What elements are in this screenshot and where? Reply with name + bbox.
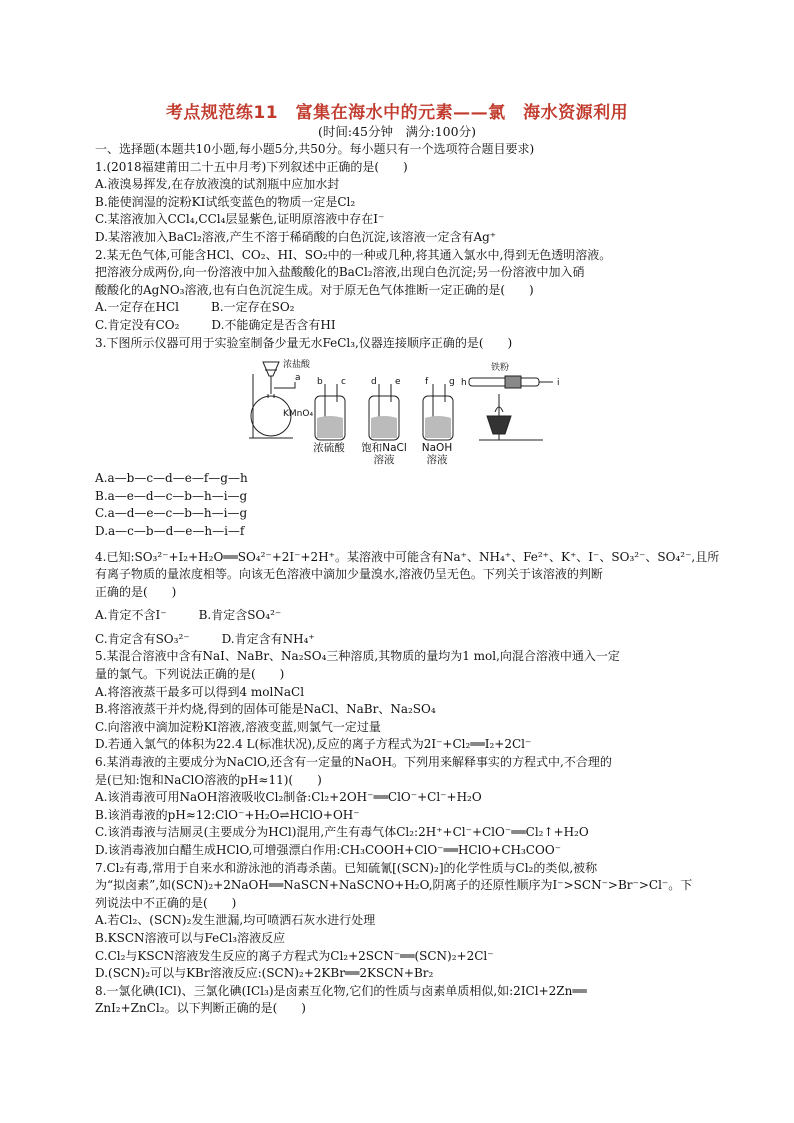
question-3-option-c: C.a—d—e—c—b—h—i—g: [95, 506, 248, 521]
question-2-option-a: A.一定存在HCl: [95, 300, 179, 315]
separatory-funnel: [263, 362, 279, 376]
letter-c: c: [341, 377, 346, 388]
question-4-option-c: C.肯定含有SO₃²⁻: [95, 631, 190, 646]
question-8-stem-line-2: ZnI₂+ZnCl₂。以下判断正确的是( ): [95, 1001, 306, 1016]
question-7-option-b: B.KSCN溶液可以与FeCl₃溶液反应: [95, 930, 286, 945]
question-4-stem-line-3: 正确的是( ): [95, 584, 177, 599]
question-6-option-d: D.该消毒液加白醋生成HClO,可增强漂白作用:CH₃COOH+ClO⁻══HClO+CH₃COO⁻: [95, 843, 561, 857]
bottle-1-label: 浓硫酸: [313, 442, 345, 455]
reaction-tube: [469, 376, 553, 440]
question-4-option-a: A.肯定不含I⁻: [95, 608, 167, 623]
question-5-stem-line-1: 5.某混合溶液中含有NaI、NaBr、Na₂SO₄三种溶质,其物质的量均为1 mol,向混合溶液中通入一定: [95, 649, 620, 664]
letter-e: e: [395, 377, 401, 388]
question-2-stem-line-2: 把溶液分成两份,向一份溶液中加入盐酸酸化的BaCl₂溶液,出现白色沉淀;另一份溶液中加入硝: [95, 265, 585, 280]
section-heading: 一、选择题(本题共10小题,每小题5分,共50分。每小题只有一个选项符合题目要求): [95, 142, 535, 156]
question-4-options-cd: [95, 631, 705, 649]
question-6-stem-line-1: 6.某消毒液的主要成分为NaClO,还含有一定量的NaOH。下列用来解释事实的方程式中,不合理的: [95, 755, 612, 770]
apparatus-figure: [95, 354, 705, 466]
question-5-option-d: D.若通入氯气的体积为22.4 L(标准状况),反应的离子方程式为2I⁻+Cl₂══I₂+2Cl⁻: [95, 737, 532, 752]
question-2-option-b: B.一定存在SO₂: [210, 300, 295, 315]
question-3-option-d: D.a—c—b—d—e—h—i—f: [95, 523, 245, 538]
wash-bottle-2: [369, 384, 399, 440]
question-list: [95, 141, 720, 1018]
question-2-options-cd: [95, 317, 705, 335]
bottle-2-label-line-2: 溶液: [373, 454, 395, 467]
letter-b: b: [317, 377, 323, 388]
letter-d: d: [371, 377, 377, 388]
page-title: 考点规范练11 富集在海水中的元素——氯 海水资源利用: [165, 103, 629, 123]
question-4-stem-line-2: 有离子物质的量浓度相等。向该无色溶液中滴加少量溴水,溶液仍呈无色。下列关于该溶液的判断: [95, 567, 603, 582]
question-1-stem: 1.(2018福建莆田二十五中月考)下列叙述中正确的是( ): [95, 159, 408, 174]
label-iron: 铁粉: [491, 363, 510, 374]
question-3-stem: 3.下图所示仪器可用于实验室制备少量无水FeCl₃,仪器连接顺序正确的是( ): [95, 335, 513, 350]
question-4-option-b: B.肯定含SO₄²⁻: [198, 608, 282, 623]
question-2-stem-line-3: 酸酸化的AgNO₃溶液,也有白色沉淀生成。对于原无色气体推断一定正确的是( ): [95, 282, 534, 297]
question-6-stem-line-2: 是(已知:饱和NaClO溶液的pH≈11)( ): [95, 772, 322, 787]
question-7-option-d: D.(SCN)₂可以与KBr溶液反应:(SCN)₂+2KBr══2KSCN+Br₂: [95, 966, 434, 981]
question-1-option-d: D.某溶液加入BaCl₂溶液,产生不溶于稀硝酸的白色沉淀,该溶液一定含有Ag⁺: [95, 229, 497, 244]
wash-bottle-3: [423, 384, 453, 440]
letter-g: g: [449, 377, 455, 388]
question-7-option-a: A.若Cl₂、(SCN)₂发生泄漏,均可喷洒石灰水进行处理: [95, 913, 376, 928]
question-6-option-a: A.该消毒液可用NaOH溶液吸收Cl₂制备:Cl₂+2OH⁻══ClO⁻+Cl⁻+H₂O: [95, 790, 482, 805]
question-6-option-c: C.该消毒液与洁厕灵(主要成分为HCl)混用,产生有毒气体Cl₂:2H⁺+Cl⁻+ClO⁻══Cl₂↑+H₂O: [95, 825, 589, 840]
question-1-option-a: A.液溴易挥发,在存放液溴的试剂瓶中应加水封: [95, 177, 340, 192]
question-7-stem-line-1: 7.Cl₂有毒,常用于自来水和游泳池的消毒杀菌。已知硫氰[(SCN)₂]的化学性质与Cl₂的类似,被称: [95, 860, 598, 875]
bottle-2-label-line-1: 饱和NaCl: [361, 442, 407, 455]
question-4-option-d: D.肯定含有NH₄⁺: [221, 631, 315, 646]
letter-i: i: [557, 378, 560, 389]
question-8-stem-line-1: 8.一氯化碘(ICl)、三氯化碘(ICl₃)是卤素互化物,它们的性质与卤素单质相似,如:2ICl+2Zn══: [95, 983, 587, 998]
question-1-option-b: B.能使润湿的淀粉KI试纸变蓝色的物质一定是Cl₂: [95, 194, 356, 209]
question-2-option-c: C.肯定没有CO₂: [95, 317, 180, 332]
question-4-stem-line-1: 4.已知:SO₃²⁻+I₂+H₂O══SO₄²⁻+2I⁻+2H⁺。某溶液中可能含有Na⁺、NH₄⁺、Fe²⁺、K⁺、I⁻、SO₃²⁻、SO₄²⁻,且所: [95, 549, 720, 564]
question-3-option-a: A.a—b—c—d—e—f—g—h: [95, 471, 248, 486]
question-5-stem-line-2: 量的氯气。下列说法正确的是( ): [95, 667, 285, 682]
exam-time-score: (时间:45分钟 满分:100分): [318, 124, 476, 139]
bottle-3-label-line-2: 溶液: [426, 454, 448, 467]
letter-h: h: [461, 378, 467, 389]
label-acid: 浓盐酸: [283, 360, 311, 371]
question-5-option-b: B.将溶液蒸干并灼烧,得到的固体可能是NaCl、NaBr、Na₂SO₄: [95, 702, 436, 717]
label-kmno4: KMnO₄: [283, 409, 314, 420]
wash-bottle-1: [315, 384, 345, 440]
letter-a: a: [295, 373, 301, 384]
letter-f: f: [425, 377, 429, 388]
question-6-option-b: B.该消毒液的pH≈12:ClO⁻+H₂O⇌HClO+OH⁻: [95, 807, 360, 822]
question-5-option-a: A.将溶液蒸干最多可以得到4 molNaCl: [95, 684, 305, 699]
question-7-stem-line-3: 列说法中不正确的是( ): [95, 895, 237, 910]
question-7-option-c: C.Cl₂与KSCN溶液发生反应的离子方程式为Cl₂+2SCN⁻══(SCN)₂+2Cl⁻: [95, 948, 494, 963]
question-5-option-c: C.向溶液中滴加淀粉KI溶液,溶液变蓝,则氯气一定过量: [95, 719, 381, 734]
question-7-stem-line-2: 为“拟卤素”,如(SCN)₂+2NaOH══NaSCN+NaSCNO+H₂O,阴离子的还原性顺序为I⁻>SCN⁻>Br⁻>Cl⁻。下: [95, 878, 693, 893]
question-1-option-c: C.某溶液加入CCl₄,CCl₄层显紫色,证明原溶液中存在I⁻: [95, 212, 385, 227]
question-2-stem-line-1: 2.某无色气体,可能含HCl、CO₂、HI、SO₂中的一种或几种,将其通入氯水中,得到无色透明溶液。: [95, 247, 612, 262]
question-3-option-b: B.a—e—d—c—b—h—i—g: [95, 488, 248, 503]
bottle-3-label-line-1: NaOH: [421, 442, 453, 455]
question-4-options-ab: [95, 607, 705, 625]
question-2-option-d: D.不能确定是否含有HI: [211, 317, 336, 332]
question-2-options-ab: [95, 299, 705, 317]
